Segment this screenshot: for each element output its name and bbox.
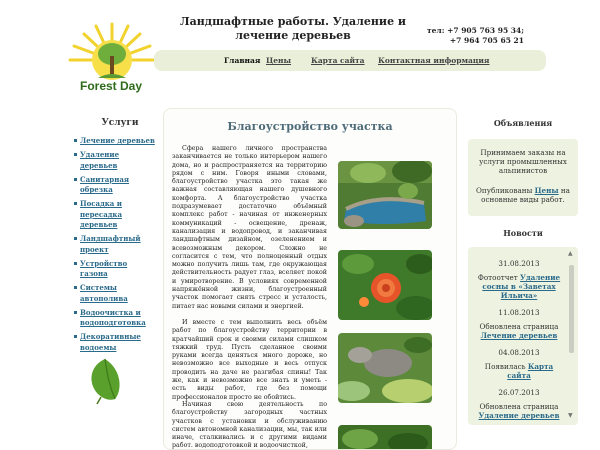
service-item	[74, 308, 156, 329]
service-link[interactable]: Санитарная обрезка	[80, 174, 130, 194]
news-link[interactable]: Удаление сосны в «Заветах Ильича»	[482, 273, 561, 300]
news-text: Появилась	[484, 362, 526, 371]
services-title: Услуги	[101, 118, 139, 128]
nav-home[interactable]: Главная	[224, 56, 261, 65]
services-list	[68, 136, 156, 353]
prices-link[interactable]: Цены	[534, 186, 559, 195]
service-item	[74, 234, 156, 255]
rock-garden-photo[interactable]	[338, 333, 432, 403]
service-link[interactable]: Системы автополива	[80, 283, 128, 303]
news-item	[474, 348, 564, 380]
news-date: 26.07.2013	[498, 388, 540, 397]
service-link[interactable]: Лечение деревьев	[80, 136, 155, 145]
content-paragraph: Сфера нашего личного пространства заканчивается не только интерьером нашего дома, но и распространяется на территорию рядом с ним. Говоря иными словами, благоустройство участка это такая же важная составляющая нашего душевного комфорта. А благоустройство участка подразумевает достаточно объёмный комплекс работ - начиная от инженерных коммуникаций - освещение, дренаж, канализация и водопровод, и заканчивая ландшафтным дизайном, озеленением и всевозможным декором. Сложно не согласится с тем, что полноценный отдых можно получить лишь там, где окружающая действительность радует глаз, вселяет покой и умиротворение. В условиях современной напряжённой жизни, благоустроенный участок помогает снять стресс и усталость, питает нас новыми силами и энергией.	[172, 145, 327, 310]
leaf-decoration	[85, 355, 127, 405]
news-item	[474, 388, 564, 420]
news-date: 04.08.2013	[498, 348, 540, 357]
page-title: Благоустройство участка	[227, 120, 393, 133]
news-link[interactable]: Лечение деревьев	[480, 331, 558, 340]
service-item	[74, 150, 156, 171]
content-paragraph: Начиная свою деятельность по благоустройству загородных частных участков с установки и обслуживанию систем автономной канализации, мы, так или иначе, сталкивались и с другими видами работ. водоподготовкой и водоочисткой,	[172, 401, 327, 450]
scroll-down-arrow-icon[interactable]: ▼	[568, 412, 573, 419]
news-item	[474, 308, 564, 340]
phone-1: тел: +7 905 763 95 34;	[427, 26, 524, 35]
announcements-box	[468, 139, 578, 216]
phone-2: +7 964 705 65 21	[449, 36, 524, 45]
news-text: Фотоотчет	[477, 273, 518, 282]
site-title: Ландшафтные работы. Удаление и лечение деревьев	[179, 15, 407, 42]
services-sidebar	[68, 118, 156, 357]
news-scrollbar[interactable]	[568, 251, 575, 419]
service-link[interactable]: Посадка и пересадка деревьев	[80, 199, 122, 229]
service-link[interactable]: Водоочистка и водоподготовка	[80, 307, 146, 327]
phone-numbers	[424, 26, 524, 46]
top-navigation	[154, 50, 546, 71]
service-item	[74, 199, 156, 231]
garden-photo[interactable]	[338, 425, 432, 450]
service-link[interactable]: Устройство газона	[80, 258, 128, 278]
news-text: Обновлена страница	[479, 322, 559, 331]
scrollbar-thumb[interactable]	[569, 265, 574, 353]
content-paragraph: И вместе с тем выполнить весь объём работ по благоустройству территории в кратчайший срок и своими силами слишком тяжкий труд. Пусть сделанное своими руками всегда ценяться много дороже, но невозможно все выходные и весь отпуск проводить на даче не разгибая спины! Так же, как и невозможно все знать и уметь - есть виды работ, где без помощи профессионалов просто не обойтись.	[172, 319, 327, 401]
announcements-title: Объявления	[493, 118, 553, 128]
main-content	[163, 108, 457, 450]
orange-flower-photo[interactable]	[338, 250, 432, 320]
right-sidebar	[468, 118, 578, 425]
service-item	[74, 283, 156, 304]
news-date: 31.08.2013	[498, 259, 540, 268]
service-link[interactable]: Декоративные водоемы	[80, 332, 141, 352]
news-title: Новости	[503, 228, 543, 238]
announcement-text: Опубликованы Цены на основные виды работ.	[476, 186, 570, 204]
news-text: Обновлена страница	[479, 402, 559, 411]
logo-text: Forest Day	[80, 79, 143, 93]
service-item	[74, 175, 156, 196]
service-link[interactable]: Ландшафтный проект	[80, 234, 141, 254]
service-item	[74, 136, 156, 147]
nav-prices[interactable]: Цены	[266, 56, 292, 65]
news-box	[468, 247, 578, 425]
nav-contacts[interactable]: Контактная информация	[378, 56, 490, 65]
service-link[interactable]: Удаление деревьев	[80, 150, 120, 170]
news-link[interactable]: Карта сайта	[507, 362, 554, 380]
nav-sitemap[interactable]: Карта сайта	[311, 56, 365, 65]
news-item	[474, 259, 564, 300]
announcement-text: Принимаем заказы на услуги промышленных альпинистов	[479, 148, 567, 175]
scroll-up-arrow-icon[interactable]: ▲	[568, 250, 573, 257]
service-item	[74, 332, 156, 353]
news-link[interactable]: Удаление деревьев	[478, 411, 560, 420]
news-date: 11.08.2013	[498, 308, 540, 317]
garden-pond-photo[interactable]	[338, 161, 432, 229]
service-item	[74, 259, 156, 280]
